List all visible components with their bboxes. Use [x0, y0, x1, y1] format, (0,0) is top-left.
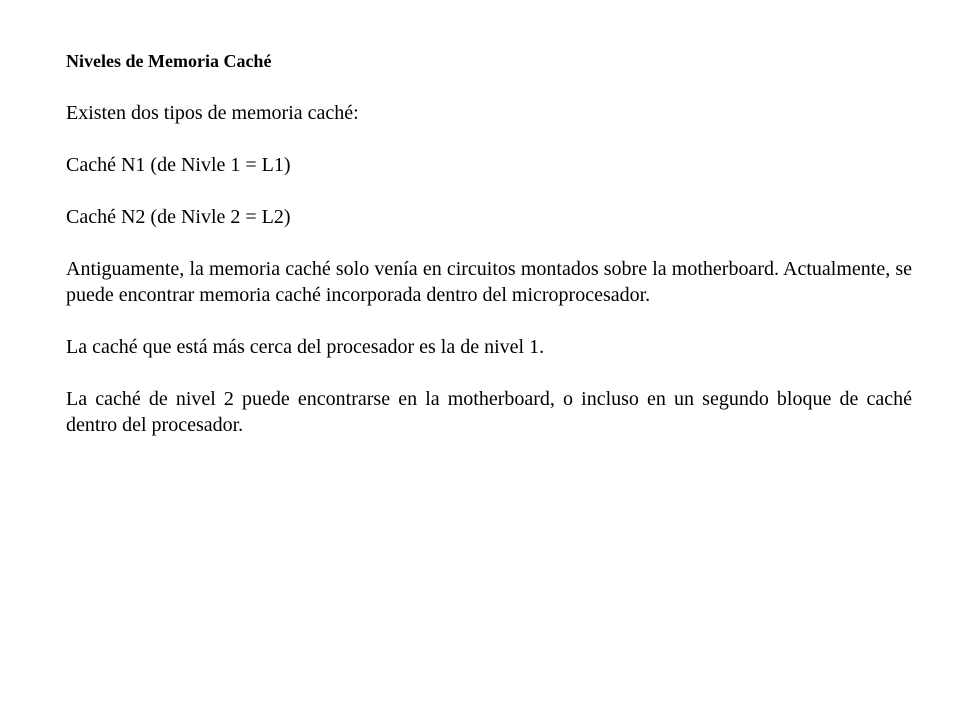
level1-paragraph: La caché que está más cerca del procesador es la de nivel 1.: [66, 336, 545, 358]
cache-l2-item: Caché N2 (de Nivle 2 = L2): [66, 206, 291, 228]
slide-title: Niveles de Memoria Caché: [66, 51, 272, 71]
slide-content: [66, 48, 912, 464]
level2-paragraph: La caché de nivel 2 puede encontrarse en la motherboard, o incluso en un segundo bloque de caché dentro del procesador.: [66, 388, 912, 436]
history-paragraph: Antiguamente, la memoria caché solo venía en circuitos montados sobre la motherboard. Actualmente, se puede encontrar memoria caché incorporada dentro del microprocesador.: [66, 258, 912, 306]
cache-l1-item: Caché N1 (de Nivle 1 = L1): [66, 154, 291, 176]
intro-paragraph: Existen dos tipos de memoria caché:: [66, 102, 359, 124]
